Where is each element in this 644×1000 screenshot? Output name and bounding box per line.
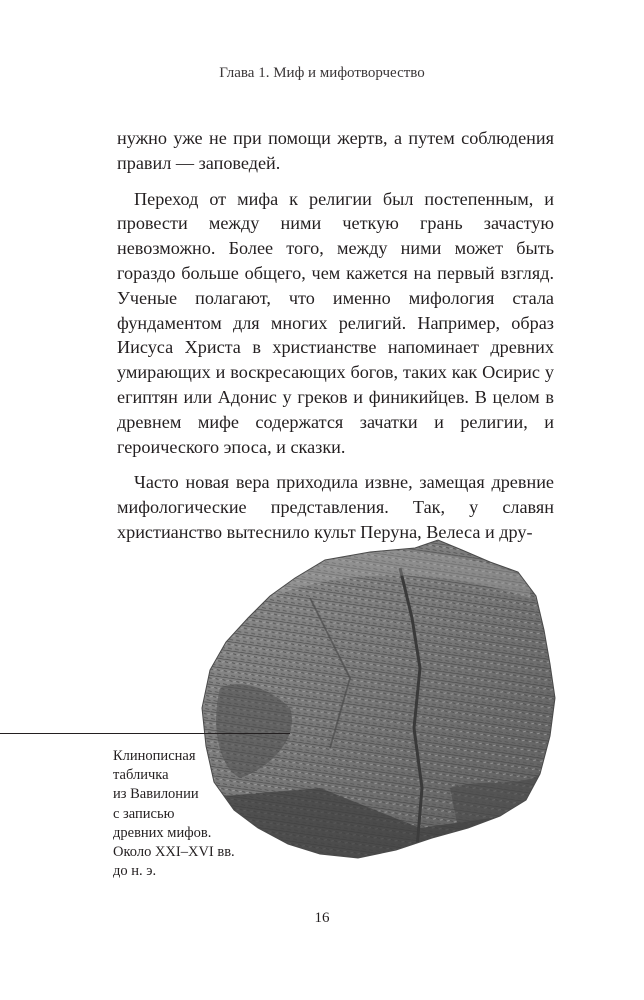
- page-number: 16: [314, 910, 330, 926]
- caption-line: Клинописная: [113, 748, 196, 764]
- paragraph: Часто новая вера приходила извне, замещая древние мифологические представления. Так, у славян христианство вытеснило культ Перуна, Велеса и дру-: [117, 472, 554, 542]
- running-head: Глава 1. Миф и мифотворчество: [219, 65, 425, 81]
- caption-line: Около XXI–XVI вв.: [113, 844, 235, 861]
- caption-line: древних мифов.: [113, 824, 212, 841]
- caption-line: из Вавилонии: [113, 786, 199, 803]
- figure-caption: [113, 747, 263, 881]
- caption-rule: [0, 733, 290, 734]
- caption-line: табличка: [113, 767, 169, 784]
- body-text: [117, 126, 554, 545]
- paragraph: Переход от мифа к религии был постепенным, и провести между ними четкую грань зачастую невозможно. Более того, между ними может быть гораздо больше общего, чем кажется на первый взгляд. Ученые полагают, что именно мифология стала фундаментом для многих религий. Например, образ Иисуса Христа в христианстве напоминает древних умирающих и воскресающих богов, таких как Осирис у египтян или Адонис у греков и финикийцев. В целом в древнем мифе содержатся зачатки и религии, и героического эпоса, и сказки.: [117, 188, 554, 457]
- caption-line: до н. э.: [113, 863, 157, 880]
- paragraph-continuation: нужно уже не при помощи жертв, а путем соблюдения правил — заповедей.: [117, 128, 554, 173]
- caption-line: с записью: [113, 805, 175, 822]
